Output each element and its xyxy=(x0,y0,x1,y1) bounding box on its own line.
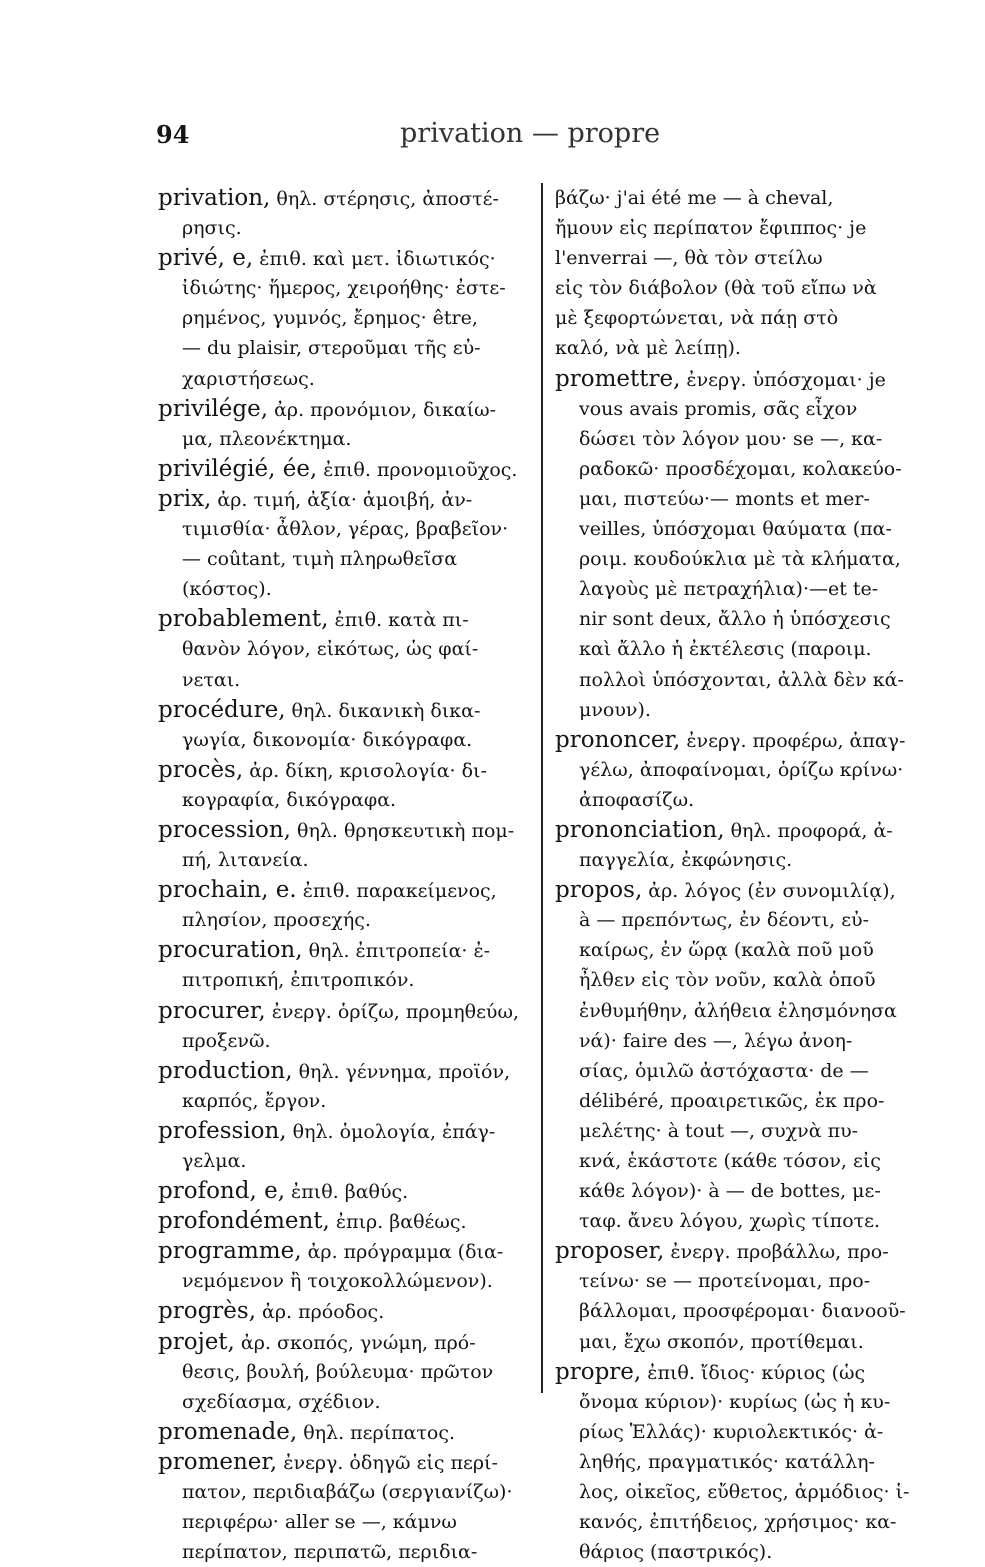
entry-line xyxy=(158,1327,526,1357)
definition-text: délibéré, προαιρετικῶς, ἐκ προ- xyxy=(579,1089,885,1112)
definition-text: ἐνεργ. προβάλλω, προ- xyxy=(664,1241,889,1264)
headword: prochain, e. xyxy=(158,877,297,904)
entry-continuation-line xyxy=(555,695,920,725)
definition-text: l'enverrai —, θὰ τὸν στείλω xyxy=(555,247,823,270)
definition-text: γέλω, ἀποφαίνομαι, ὁρίζω κρίνω· xyxy=(579,758,904,781)
definition-text: παγγελία, ἐκφώνησις. xyxy=(579,849,793,872)
entry-continuation-line xyxy=(158,845,526,875)
entry-continuation-line xyxy=(555,484,920,514)
headword: privé, e, xyxy=(158,245,254,272)
definition-text: ἐπιθ. κατὰ πι- xyxy=(328,609,469,632)
entry-continuation-line xyxy=(555,1116,920,1146)
entry-continuation-line xyxy=(158,785,526,815)
definition-text: ἀρ. λόγος (ἐν συνομιλίᾳ), xyxy=(642,880,896,903)
entry-continuation-line xyxy=(555,1447,920,1477)
entry-continuation-line xyxy=(555,213,920,243)
entry-continuation-line xyxy=(158,424,526,454)
definition-text: κανός, ἐπιτήδειος, χρήσιμος· κα- xyxy=(579,1511,897,1534)
entry-line xyxy=(158,183,526,213)
entry-continuation-line xyxy=(555,243,920,273)
entry-continuation-line xyxy=(555,514,920,544)
entry-line xyxy=(158,1176,526,1206)
column-divider xyxy=(541,183,543,1393)
headword: proposer, xyxy=(555,1238,665,1265)
entry-continuation-line xyxy=(555,1477,920,1507)
headword: programme, xyxy=(158,1238,302,1265)
definition-text: γελμα. xyxy=(182,1150,247,1172)
definition-text: ἐπιθ. βαθύς. xyxy=(285,1181,409,1204)
definition-text: ἦλθεν εἰς τὸν νοῦν, καλὰ ὁποῦ xyxy=(579,969,876,992)
headword: probablement, xyxy=(158,606,329,633)
entry-continuation-line xyxy=(158,725,526,755)
definition-text: ἤμουν εἰς περίπατον ἔφιππος· je xyxy=(555,217,867,240)
definition-text: ὄνομα κύριον)· κυρίως (ὡς ἡ κυ- xyxy=(579,1390,891,1413)
entry-line xyxy=(158,695,526,725)
definition-text: μα, πλεονέκτημα. xyxy=(182,427,352,450)
entry-continuation-line xyxy=(158,1387,526,1417)
definition-text: γωγία, δικονομία· δικόγραφα. xyxy=(182,728,473,751)
definition-text: θάριος (παστρικός). xyxy=(579,1541,773,1564)
definition-text: νεμόμενον ἢ τοιχοκολλώμενον). xyxy=(182,1270,493,1293)
entry-line xyxy=(158,454,526,484)
entry-continuation-line xyxy=(555,273,920,303)
definition-text: τείνω· se — προτείνομαι, προ- xyxy=(579,1270,871,1293)
entry-continuation-line xyxy=(555,394,920,424)
definition-text: nir sont deux, ἄλλο ἡ ὑπόσχεσις xyxy=(579,608,891,631)
entry-line xyxy=(158,604,526,634)
entry-continuation-line xyxy=(158,1026,526,1056)
entry-continuation-line xyxy=(158,965,526,995)
definition-text: πή, λιτανεία. xyxy=(182,849,309,872)
headword: production, xyxy=(158,1057,293,1084)
entry-continuation-line xyxy=(555,333,920,363)
definition-text: ἐνεργ. προφέρω, ἀπαγ- xyxy=(680,729,906,752)
entry-continuation-line xyxy=(555,1086,920,1116)
entry-line xyxy=(158,815,526,845)
definition-text: προξενῶ. xyxy=(182,1029,271,1052)
definition-text: — coûtant, τιμὴ πληρωθεῖσα xyxy=(182,548,458,571)
entry-continuation-line xyxy=(158,1357,526,1387)
definition-text: ἀποφασίζω. xyxy=(579,788,695,811)
definition-text: πιτροπική, ἐπιτροπικόν. xyxy=(182,969,415,992)
definition-text: μὲ ξεφορτώνεται, νὰ πάῃ στὸ xyxy=(555,307,839,330)
entry-line xyxy=(158,755,526,785)
definition-text: ἀρ. πρόγραμμα (δια- xyxy=(301,1241,504,1264)
entry-line xyxy=(158,1056,526,1086)
entry-continuation-line xyxy=(555,303,920,333)
definition-text: ρημένος, γυμνός, ἔρημος· être, xyxy=(182,307,478,330)
entry-continuation-line xyxy=(555,574,920,604)
headword: procuration, xyxy=(158,937,303,964)
definition-text: κογραφία, δικόγραφα. xyxy=(182,788,397,811)
entry-line xyxy=(158,1417,526,1447)
definition-text: veilles, ὑπόσχομαι θαύματα (πα- xyxy=(579,518,892,541)
headword: prononciation, xyxy=(555,816,725,843)
entry-continuation-line xyxy=(555,935,920,965)
definition-text: ἐπιρ. βαθέως. xyxy=(329,1211,467,1234)
entry-line xyxy=(555,815,920,845)
entry-line xyxy=(555,1236,920,1266)
entry-continuation-line xyxy=(158,634,526,664)
entry-continuation-line xyxy=(555,1507,920,1537)
definition-text: ἐπιθ. καὶ μετ. ἰδιωτικός· xyxy=(253,248,496,271)
entry-continuation-line xyxy=(555,183,920,213)
entry-continuation-line xyxy=(158,905,526,935)
definition-text: νεται. xyxy=(182,668,241,691)
entry-continuation-line xyxy=(555,634,920,664)
definition-text: ἐνεργ. ὑπόσχομαι· je xyxy=(680,368,886,391)
headword: procession, xyxy=(158,816,291,843)
definition-text: vous avais promis, σᾶς εἶχον xyxy=(579,397,858,420)
page-number: 94 xyxy=(156,120,190,149)
definition-text: χαριστήσεως. xyxy=(182,367,315,390)
definition-text: θηλ. γέννημα, προϊόν, xyxy=(292,1060,511,1083)
entry-continuation-line xyxy=(555,1266,920,1296)
definition-text: μελέτης· à tout —, συχνὰ πυ- xyxy=(579,1119,859,1142)
left-column xyxy=(158,183,526,1567)
headword: prononcer, xyxy=(555,726,681,753)
headword: procès, xyxy=(158,756,244,783)
entry-continuation-line xyxy=(158,665,526,695)
definition-text: ἐνθυμήθην, ἀλήθεια ἐλησμόνησα xyxy=(579,999,897,1022)
entry-continuation-line xyxy=(158,574,526,604)
entry-line xyxy=(555,364,920,394)
definition-text: θηλ. ἐπιτροπεία· ἐ- xyxy=(302,940,491,963)
definition-text: ἀρ. προνόμιον, δικαίω- xyxy=(268,398,497,421)
definition-text: σχεδίασμα, σχέδιον. xyxy=(182,1390,381,1413)
definition-text: θανὸν λόγον, εἰκότως, ὡς φαί- xyxy=(182,638,479,661)
definition-text: μαι, πιστεύω·— monts et mer- xyxy=(579,487,870,510)
entry-continuation-line xyxy=(158,1146,526,1176)
entry-continuation-line xyxy=(555,755,920,785)
definition-text: ληθής, πραγματικός· κατάλλη- xyxy=(579,1450,875,1473)
entry-continuation-line xyxy=(158,333,526,363)
definition-text: κνά, ἑκάστοτε (κάθε τόσον, εἰς xyxy=(579,1150,881,1172)
headword: propre, xyxy=(555,1358,642,1385)
definition-text: εἰς τὸν διάβολον (θὰ τοῦ εἴπω νὰ xyxy=(555,277,877,300)
definition-text: ταφ. ἄνευ λόγου, χωρὶς τίποτε. xyxy=(579,1210,881,1233)
entry-line xyxy=(158,1296,526,1326)
entry-continuation-line xyxy=(158,514,526,544)
entry-continuation-line xyxy=(158,1086,526,1116)
entry-continuation-line xyxy=(555,1206,920,1236)
definition-text: ἐπιθ. ἴδιος· κύριος (ὡς xyxy=(641,1361,866,1384)
headword: prix, xyxy=(158,485,212,512)
definition-text: πολλοὶ ὑπόσχονται, ἀλλὰ δὲν κά- xyxy=(579,668,904,691)
headword: procurer, xyxy=(158,997,266,1024)
entry-continuation-line xyxy=(555,1327,920,1357)
definition-text: ροιμ. κουδούκλια μὲ τὰ κλήματα, xyxy=(579,548,901,571)
entry-continuation-line xyxy=(158,364,526,394)
definition-text: ἀρ. τιμή, ἀξία· ἀμοιβή, ἀν- xyxy=(211,488,473,511)
headword: projet, xyxy=(158,1328,235,1355)
definition-text: ἰδιώτης· ἥμερος, χειροήθης· ἐστε- xyxy=(182,277,506,300)
definition-text: θηλ. δικανικὴ δικα- xyxy=(285,699,481,722)
definition-text: ἀρ. σκοπός, γνώμη, πρό- xyxy=(234,1331,476,1354)
entry-line xyxy=(158,1236,526,1266)
entry-continuation-line xyxy=(158,1477,526,1507)
definition-text: θηλ. προφορά, ἀ- xyxy=(724,819,893,842)
entry-continuation-line xyxy=(555,1537,920,1567)
definition-text: (κόστος). xyxy=(182,578,272,601)
entry-continuation-line xyxy=(555,1176,920,1206)
running-head: privation — propre xyxy=(400,118,661,149)
entry-continuation-line xyxy=(555,1296,920,1326)
entry-continuation-line xyxy=(555,785,920,815)
definition-text: θηλ. στέρησις, ἀποστέ- xyxy=(270,188,499,210)
definition-text: περίπατον, περιπατῶ, περιδια- xyxy=(182,1541,478,1564)
definition-text: νά)· faire des —, λέγω ἀνοη- xyxy=(579,1029,853,1052)
definition-text: περιφέρω· aller se —, κάμνω xyxy=(182,1511,457,1534)
headword: profond, e, xyxy=(158,1178,286,1205)
definition-text: μνουν). xyxy=(579,698,651,721)
headword: profondément, xyxy=(158,1208,330,1235)
entry-continuation-line xyxy=(158,544,526,574)
entry-line xyxy=(158,243,526,273)
entry-line xyxy=(555,875,920,905)
right-column xyxy=(555,183,920,1567)
entry-continuation-line xyxy=(555,604,920,634)
definition-text: ραδοκῶ· προσδέχομαι, κολακεύο- xyxy=(579,457,902,480)
entry-line xyxy=(158,484,526,514)
entry-continuation-line xyxy=(555,996,920,1026)
definition-text: τιμισθία· ἆθλον, γέρας, βραβεῖον· xyxy=(182,518,509,541)
entry-continuation-line xyxy=(555,665,920,695)
definition-text: σίας, ὁμιλῶ ἀστόχαστα· de — xyxy=(579,1059,869,1082)
definition-text: θεσις, βουλή, βούλευμα· πρῶτον xyxy=(182,1360,494,1383)
headword: propos, xyxy=(555,877,643,904)
entry-continuation-line xyxy=(555,1146,920,1176)
entry-continuation-line xyxy=(158,1507,526,1537)
entry-line xyxy=(555,1357,920,1387)
definition-text: à — πρεπόντως, ἐν δέοντι, εὐ- xyxy=(579,909,870,932)
entry-continuation-line xyxy=(158,303,526,333)
entry-continuation-line xyxy=(158,213,526,243)
entry-line xyxy=(158,935,526,965)
entry-line xyxy=(158,394,526,424)
entry-line xyxy=(158,1116,526,1146)
definition-text: θηλ. περίπατος. xyxy=(297,1421,456,1444)
headword: procédure, xyxy=(158,696,286,723)
entry-continuation-line xyxy=(555,1417,920,1447)
entry-continuation-line xyxy=(555,1387,920,1417)
headword: promettre, xyxy=(555,365,681,392)
definition-text: βάλλομαι, προσφέρομαι· διανοοῦ- xyxy=(579,1300,906,1323)
definition-text: μαι, ἔχω σκοπόν, προτίθεμαι. xyxy=(579,1330,864,1353)
definition-text: κάθε λόγον)· à — de bottes, με- xyxy=(579,1180,881,1203)
headword: progrès, xyxy=(158,1298,257,1325)
definition-text: καὶ ἄλλο ἡ ἐκτέλεσις (παροιμ. xyxy=(579,638,872,661)
entry-continuation-line xyxy=(555,905,920,935)
headword: promener, xyxy=(158,1448,278,1475)
definition-text: — du plaisir, στεροῦμαι τῆς εὐ- xyxy=(182,337,481,360)
entry-continuation-line xyxy=(555,544,920,574)
entry-line xyxy=(158,875,526,905)
definition-text: καλό, νὰ μὲ λείπῃ). xyxy=(555,337,741,360)
entry-continuation-line xyxy=(555,965,920,995)
definition-text: ἐπιθ. παρακείμενος, xyxy=(296,880,497,903)
definition-text: ἐνεργ. ὁδηγῶ εἰς περί- xyxy=(277,1451,498,1474)
entry-continuation-line xyxy=(158,1266,526,1296)
entry-continuation-line xyxy=(555,454,920,484)
definition-text: πατον, περιδιαβάζω (σεργιανίζω)· xyxy=(182,1481,513,1504)
entry-continuation-line xyxy=(555,845,920,875)
definition-text: θηλ. ὁμολογία, ἐπάγ- xyxy=(286,1120,496,1143)
entry-continuation-line xyxy=(555,1026,920,1056)
definition-text: ρησις. xyxy=(182,217,242,240)
entry-line xyxy=(555,725,920,755)
definition-text: βάζω· j'ai été me — à cheval, xyxy=(555,187,834,209)
definition-text: λαγοὺς μὲ πετραχήλια)·—et te- xyxy=(579,578,879,601)
headword: privilége, xyxy=(158,395,269,422)
definition-text: δώσει τὸν λόγον μου· se —, κα- xyxy=(579,427,883,450)
headword: promenade, xyxy=(158,1418,298,1445)
definition-text: ἐνεργ. ὁρίζω, προμηθεύω, xyxy=(265,1000,520,1023)
entry-line xyxy=(158,1206,526,1236)
definition-text: θηλ. θρησκευτικὴ πομ- xyxy=(291,819,515,842)
definition-text: ἀρ. δίκη, κρισολογία· δι- xyxy=(243,759,487,782)
entry-line xyxy=(158,1447,526,1477)
definition-text: λος, οἰκεῖος, εὔθετος, ἁρμόδιος· ἱ- xyxy=(579,1481,910,1504)
definition-text: καίρως, ἐν ὥρᾳ (καλὰ ποῦ μοῦ xyxy=(579,939,874,962)
entry-continuation-line xyxy=(158,1537,526,1567)
definition-text: καρπός, ἔργον. xyxy=(182,1089,327,1112)
entry-line xyxy=(158,996,526,1026)
entry-continuation-line xyxy=(555,424,920,454)
definition-text: ρίως Ἑλλάς)· κυριολεκτικός· ἀ- xyxy=(579,1420,884,1443)
definition-text: ἀρ. πρόοδος. xyxy=(256,1301,385,1324)
headword: privation, xyxy=(158,185,271,211)
definition-text: πλησίον, προσεχής. xyxy=(182,909,371,932)
entry-continuation-line xyxy=(555,1056,920,1086)
headword: privilégié, ée, xyxy=(158,455,318,482)
definition-text: ἐπιθ. προνομιοῦχος. xyxy=(317,458,518,481)
entry-continuation-line xyxy=(158,273,526,303)
headword: profession, xyxy=(158,1117,287,1144)
